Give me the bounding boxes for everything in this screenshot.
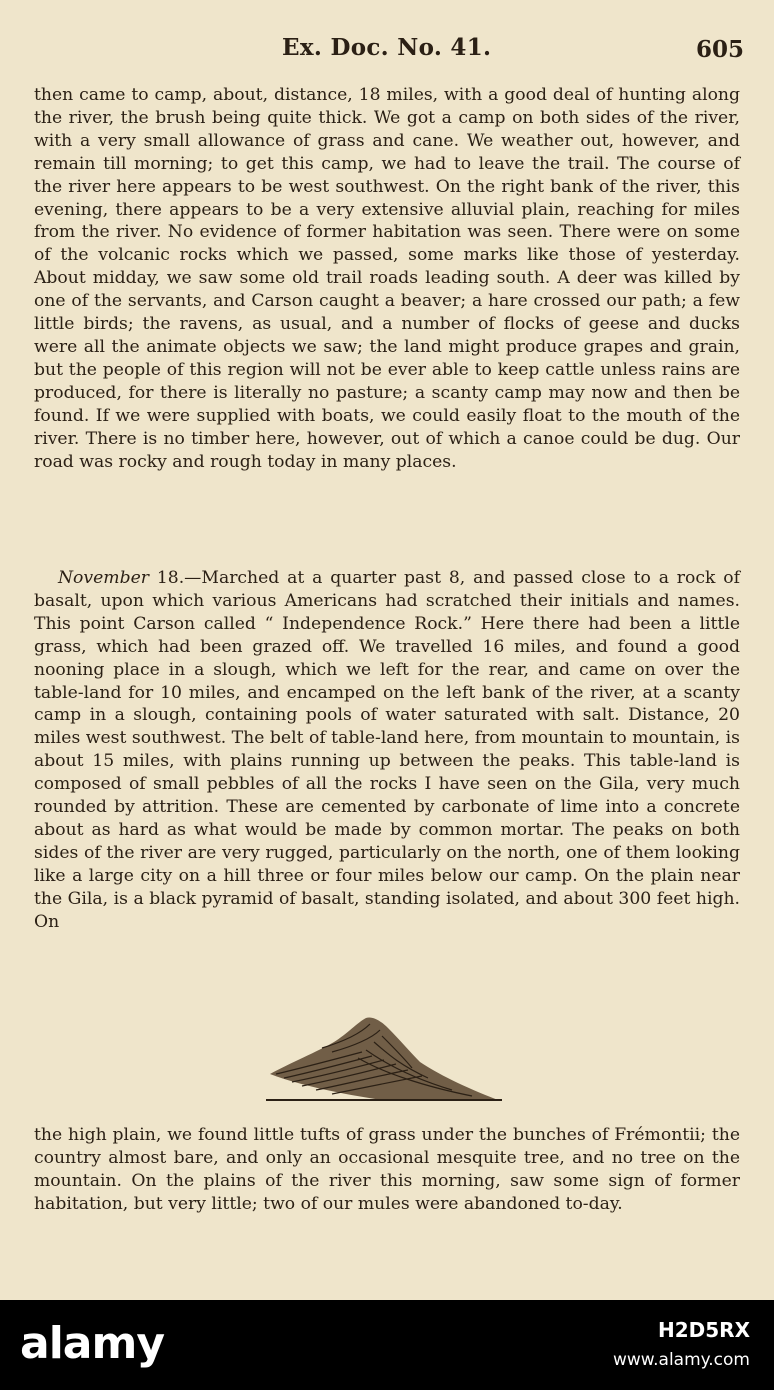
paragraph-november-18 (34, 567, 740, 934)
paragraph-1-text: then came to camp, about, distance, 18 miles, with a good deal of hunting along the river, the brush being quite thick. We got a camp on both sides of the river, with a very small allowance of grass and cane. We weather out, however, and remain till morning; to get this camp, we had to leave the trail. The course of the river here appears to be west southwest. On the right bank of the river, this evening, there appears to be a very extensive alluvial plain, reaching for miles from the river. No evidence of former habitation was seen. There were on some of the volcanic rocks which we passed, some marks like those of yesterday. About midday, we saw some old trail roads leading south. A deer was killed by one of the servants, and Carson caught a beaver; a hare crossed our path; a few little birds; the ravens, as usual, and a number of flocks of geese and ducks were all the animate objects we saw; the land might produce grapes and grain, but the people of this region will not be ever able to keep cattle unless rains are produced, for there is literally no pasture; a scanty camp may now and then be found. If we were supplied with boats, we could easily float to the mouth of the river. There is no timber here, however, out of which a canoe could be dug. Our road was rocky and rough today in many places. (34, 85, 740, 472)
page-header (0, 28, 774, 68)
alamy-logo: alamy (20, 1318, 164, 1369)
paragraph-2-text (34, 567, 740, 934)
watermark-footer (0, 1300, 774, 1390)
image-code: H2D5RX (658, 1318, 750, 1342)
paragraph-1 (34, 84, 740, 473)
basalt-pyramid-illustration (262, 1012, 510, 1108)
footer-url: www.alamy.com (612, 1350, 750, 1370)
document-title: Ex. Doc. No. 41. (282, 34, 492, 61)
paragraph-2-body: 18.—Marched at a quarter past 8, and passed close to a rock of basalt, upon which various Americans had scratched their initials and names. This point Carson called “ Independence Rock.” Here there had been a little grass, which had been grazed off. We travelled 16 miles, and found a good nooning place in a slough, which we left for the rear, and came on over the table-land for 10 miles, and encamped on the left bank of the river, at a scanty camp in a slough, containing pools of water saturated with salt. Distance, 20 miles west southwest. The belt of table-land here, from mountain to mountain, is about 15 miles, with plains running up between the peaks. This table-land is composed of small pebbles of all the rocks I have seen on the Gila, very much rounded by attrition. These are cemented by carbonate of lime into a concrete about as hard as what would be made by common mortar. The peaks on both sides of the river are very rugged, particularly on the north, one of them looking like a large city on a hill three or four miles below our camp. On the plain near the Gila, is a black pyramid of basalt, standing isolated, and about 300 feet high. On (34, 568, 740, 932)
pyramid-silhouette (270, 1017, 498, 1100)
paragraph-3-text: the high plain, we found little tufts of grass under the bunches of Frémontii; the country almost bare, and only an occasional mesquite tree, and no tree on the mountain. On the plains of the river this morning, saw some sign of former habitation, but very little; two of our mules were abandoned to-day. (34, 1125, 740, 1214)
paragraph-3 (34, 1124, 740, 1216)
entry-date: November (58, 568, 149, 588)
page-number: 605 (695, 36, 744, 63)
